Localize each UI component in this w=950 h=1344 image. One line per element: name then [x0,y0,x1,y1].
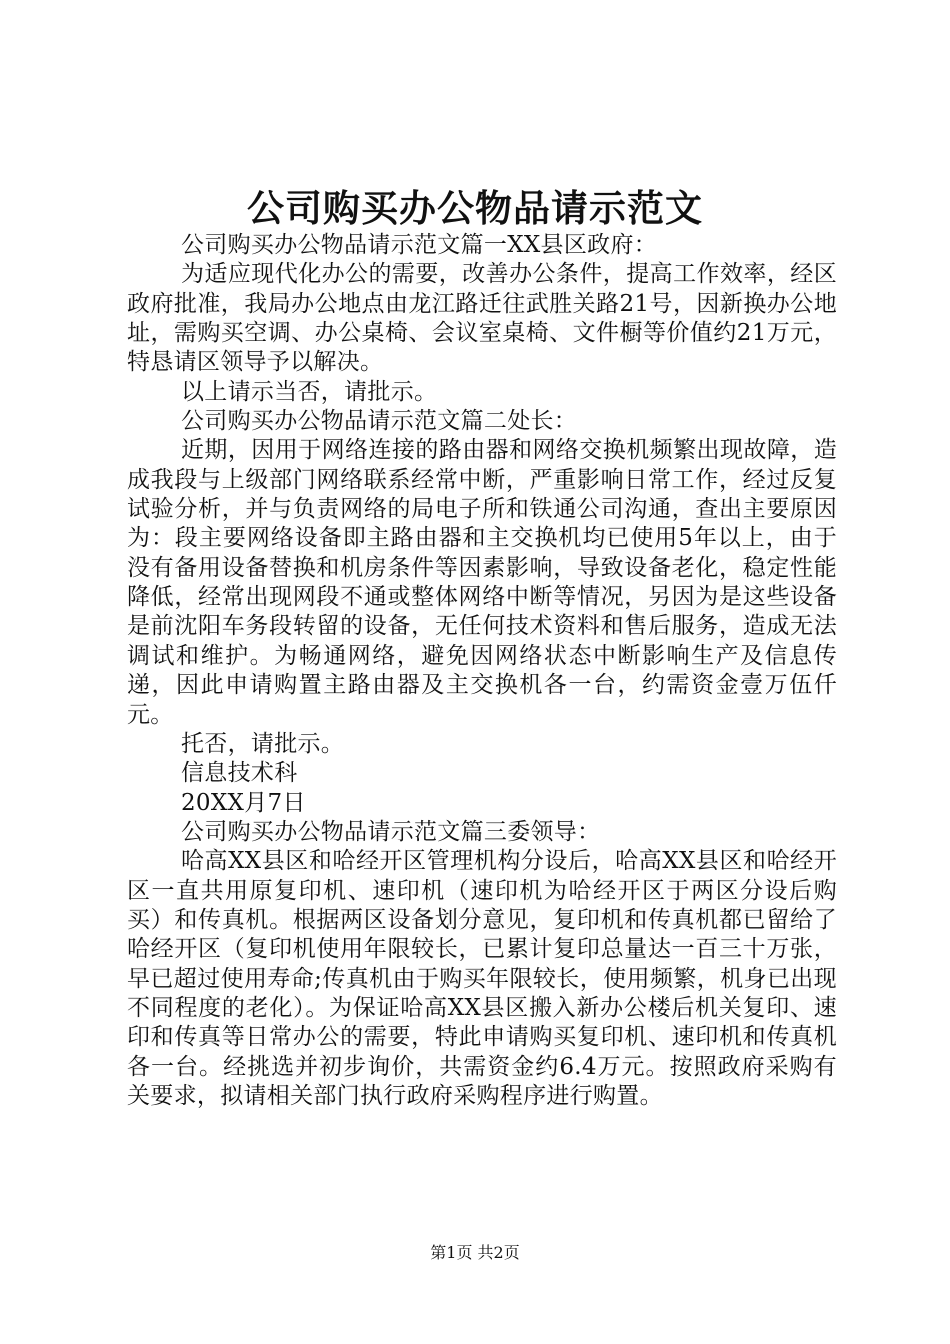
paragraph-closing-1: 以上请示当否，请批示。 [181,378,438,405]
document-body [127,231,837,1111]
paragraph-closing-2: 托否，请批示。 [181,730,345,757]
paragraph-request-3: 哈高XX县区和哈经开区管理机构分设后，哈高XX县区和哈经开区一直共用原复印机、速印机（速印机为哈经开区于两区分设后购买）和传真机。根据两区设备划分意见，复印机和传真机都已留给了哈经开区（复印机使用年限较长，已累计复印总量达一百三十万张，早已超过使用寿命;传真机由于购买年限较长，使用频繁，机身已出现不同程度的老化）。为保证哈高XX县区搬入新办公楼后机关复印、速印和传真等日常办公的需要，特此申请购买复印机、速印机和传真机各一台。经挑选并初步询价，共需资金约6.4万元。按照政府采购有关要求，拟请相关部门执行政府采购程序进行购置。 [127,848,837,1109]
document-title: 公司购买办公物品请示范文 [247,186,703,230]
page-footer: 第1页 共2页 [430,1243,520,1262]
paragraph-salutation-3: 公司购买办公物品请示范文篇三委领导： [181,818,601,845]
paragraph-signature: 信息技术科 [181,760,298,787]
paragraph-salutation-2: 公司购买办公物品请示范文篇二处长： [181,408,578,435]
paragraph-salutation-1: 公司购买办公物品请示范文篇一XX县区政府： [181,232,658,258]
paragraph-request-1: 为适应现代化办公的需要，改善办公条件，提高工作效率，经区政府批准，我局办公地点由龙江路迁往武胜关路21号，因新换办公地址，需购买空调、办公桌椅、会议室桌椅、文件橱等价值约21万元，特恳请区领导予以解决。 [127,261,837,376]
paragraph-date: 20XX月7日 [181,789,306,816]
paragraph-request-2: 近期，因用于网络连接的路由器和网络交换机频繁出现故障，造成我段与上级部门网络联系经常中断，严重影响日常工作，经过反复试验分析，并与负责网络的局电子所和铁通公司沟通，查出主要原因为：段主要网络设备即主路由器和主交换机均已使用5年以上，由于没有备用设备替换和机房条件等因素影响，导致设备老化，稳定性能降低，经常出现网段不通或整体网络中断等情况，另因为是这些设备是前沈阳车务段转留的设备，无任何技术资料和售后服务，造成无法调试和维护。为畅通网络，避免因网络状态中断影响生产及信息传递，因此申请购置主路由器及主交换机各一台，约需资金壹万伍仟元。 [127,437,837,728]
